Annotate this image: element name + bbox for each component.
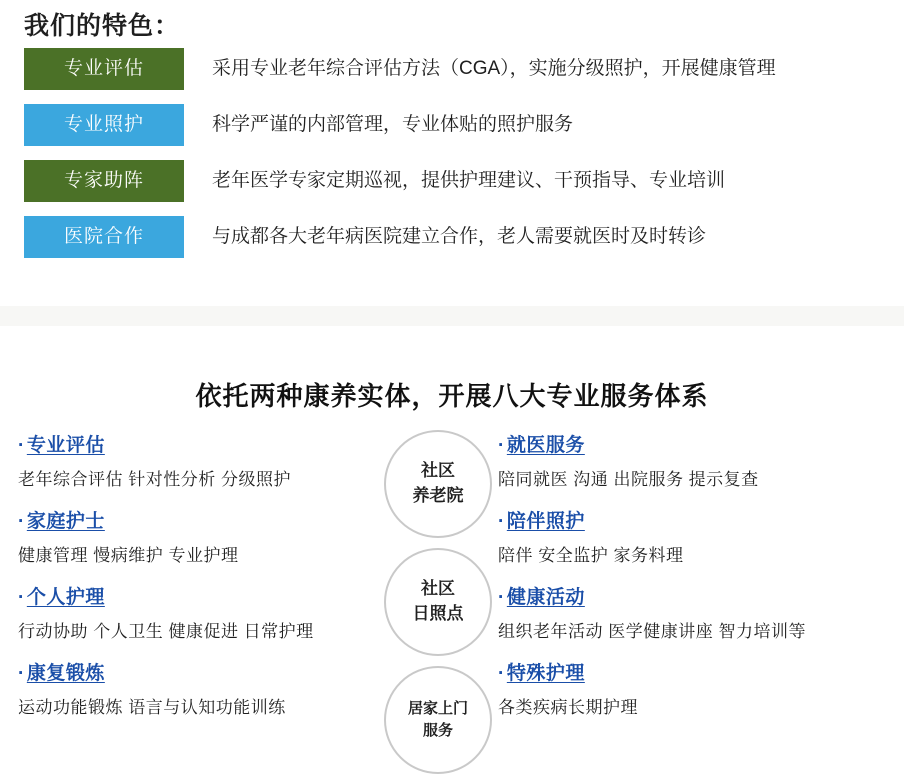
services-columns bbox=[0, 430, 904, 780]
service-name-label: 就医服务 bbox=[506, 435, 585, 456]
service-desc: 陪同就医 沟通 出院服务 提示复查 bbox=[498, 470, 759, 489]
service-item bbox=[498, 582, 838, 642]
service-name bbox=[18, 658, 358, 685]
entity-circle bbox=[384, 430, 492, 538]
bullet-icon: · bbox=[498, 663, 505, 684]
service-item bbox=[18, 430, 358, 490]
service-item bbox=[498, 658, 838, 718]
feature-text: 采用专业老年综合评估方法（CGA），实施分级照护，开展健康管理 bbox=[212, 58, 776, 79]
service-name-label: 陪伴照护 bbox=[506, 511, 585, 532]
bullet-icon: · bbox=[498, 511, 505, 532]
service-desc: 组织老年活动 医学健康讲座 智力培训等 bbox=[498, 622, 806, 641]
bullet-icon: · bbox=[18, 587, 25, 608]
service-name bbox=[18, 582, 358, 609]
services-left-column bbox=[18, 430, 358, 734]
service-name-label: 健康活动 bbox=[506, 587, 585, 608]
feature-row bbox=[24, 48, 880, 104]
feature-text: 老年医学专家定期巡视，提供护理建议、干预指导、专业培训 bbox=[212, 170, 726, 191]
service-name-label: 家庭护士 bbox=[26, 511, 105, 532]
service-desc: 各类疾病长期护理 bbox=[498, 698, 638, 717]
service-name-label: 专业评估 bbox=[26, 435, 105, 456]
service-desc: 老年综合评估 针对性分析 分级照护 bbox=[18, 470, 291, 489]
feature-tag: 专业照护 bbox=[24, 104, 184, 146]
entity-circle-line1: 社区 bbox=[421, 579, 455, 599]
feature-text: 与成都各大老年病医院建立合作，老人需要就医时及时转诊 bbox=[212, 226, 707, 247]
bullet-icon: · bbox=[18, 511, 25, 532]
services-right-column bbox=[498, 430, 838, 734]
service-name-label: 康复锻炼 bbox=[26, 663, 105, 684]
service-desc: 运动功能锻炼 语言与认知功能训练 bbox=[18, 698, 286, 717]
service-name bbox=[498, 430, 838, 457]
services-section bbox=[0, 352, 904, 782]
entity-circle bbox=[384, 548, 492, 656]
bullet-icon: · bbox=[18, 663, 25, 684]
service-item bbox=[498, 506, 838, 566]
services-title: 依托两种康养实体，开展八大专业服务体系 bbox=[195, 381, 709, 411]
feature-row bbox=[24, 160, 880, 216]
bullet-icon: · bbox=[498, 587, 505, 608]
bullet-icon: · bbox=[498, 435, 505, 456]
service-desc: 行动协助 个人卫生 健康促进 日常护理 bbox=[18, 622, 314, 641]
service-item bbox=[18, 658, 358, 718]
entity-circle-line2: 日照点 bbox=[412, 604, 464, 623]
service-name bbox=[498, 506, 838, 533]
service-desc: 陪伴 安全监护 家务料理 bbox=[498, 546, 684, 565]
entity-circle-line1: 居家上门 bbox=[407, 700, 468, 718]
service-name bbox=[498, 658, 838, 685]
entity-circle-line1: 社区 bbox=[421, 461, 455, 481]
entity-circle bbox=[384, 666, 492, 774]
service-item bbox=[498, 430, 838, 490]
service-name bbox=[18, 506, 358, 533]
section-divider bbox=[0, 278, 904, 350]
service-name-label: 特殊护理 bbox=[506, 663, 585, 684]
service-item bbox=[18, 582, 358, 642]
feature-text: 科学严谨的内部管理，专业体贴的照护服务 bbox=[212, 114, 574, 135]
entity-circle-line2: 养老院 bbox=[412, 486, 464, 505]
service-item bbox=[18, 506, 358, 566]
feature-list bbox=[24, 48, 880, 272]
service-desc: 健康管理 慢病维护 专业护理 bbox=[18, 546, 239, 565]
features-title: 我们的特色： bbox=[24, 12, 181, 40]
entity-circle-line2: 服务 bbox=[422, 722, 453, 739]
service-name bbox=[18, 430, 358, 457]
service-name bbox=[498, 582, 838, 609]
feature-tag: 专家助阵 bbox=[24, 160, 184, 202]
service-name-label: 个人护理 bbox=[26, 587, 105, 608]
feature-row bbox=[24, 216, 880, 272]
feature-row bbox=[24, 104, 880, 160]
bullet-icon: · bbox=[18, 435, 25, 456]
feature-tag: 医院合作 bbox=[24, 216, 184, 258]
feature-tag: 专业评估 bbox=[24, 48, 184, 90]
features-section bbox=[0, 0, 904, 300]
